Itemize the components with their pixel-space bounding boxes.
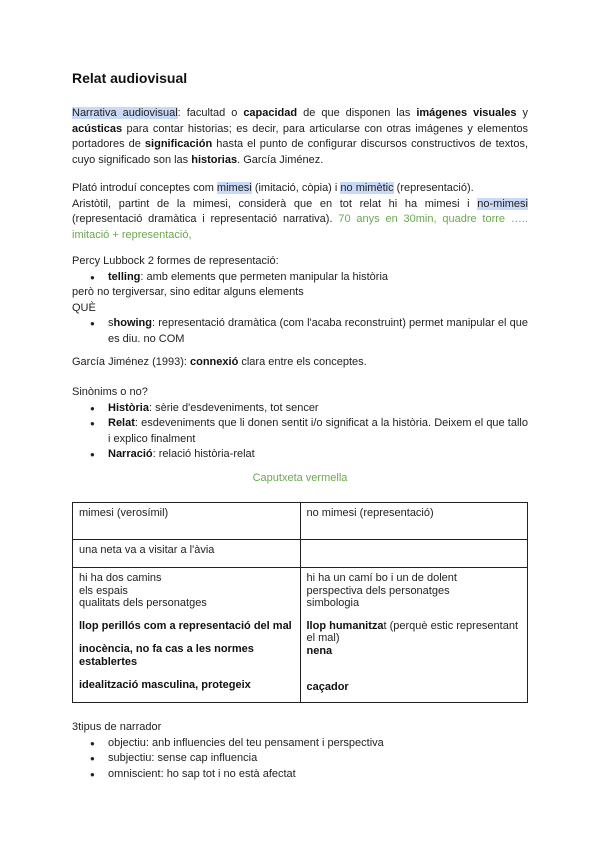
table-cell <box>300 540 528 568</box>
text: García Jiménez (1993): <box>72 356 190 368</box>
bold-term: acústicas <box>72 122 123 135</box>
bold-term: capacidad <box>243 107 298 119</box>
list-item: ● omniscient: ho sap tot i no està afectat <box>72 767 528 783</box>
definition-paragraph <box>72 106 528 168</box>
cell-group <box>307 572 522 610</box>
text: de que disponen las <box>297 107 417 119</box>
table-row <box>73 503 528 540</box>
narrator-list <box>72 736 528 783</box>
cell-group <box>307 620 522 645</box>
text: Plató introduí conceptes com <box>72 182 217 194</box>
table-cell: mimesi (verosímil) <box>73 503 301 540</box>
text: (representació). <box>393 182 474 194</box>
highlight-term: Narrativa audiovisual <box>72 107 178 119</box>
lubbock-intro: Percy Lubbock 2 formes de representació: <box>72 255 279 267</box>
lubbock-list-2 <box>72 316 528 347</box>
green-note: 70 anys en 30min, quadre torre ….. imitació + representació, <box>72 213 528 241</box>
text: t (perquè estic representant el mal) <box>306 619 519 644</box>
narrator-section <box>72 720 528 782</box>
text: : facultad o <box>177 107 244 119</box>
bold-term: howing <box>113 317 152 329</box>
bold-term: inocència, no fa cas a les normes establertes <box>79 643 254 668</box>
text: Aristòtil, partint de la mimesi, considerà que en tot relat hi ha mimesi i <box>72 197 478 210</box>
bold-term: Narració <box>108 448 153 460</box>
text: para contar historias; es decir, para articularse con otras imágenes y elementos portadores de <box>72 122 528 150</box>
table-cell <box>300 568 528 703</box>
bold-term: Història <box>108 401 149 414</box>
cell-group <box>79 572 294 610</box>
list-item <box>72 401 528 417</box>
bold-term: llop humanitza <box>306 619 384 632</box>
bold-term: nena <box>306 644 333 657</box>
table-row <box>73 540 528 568</box>
lubbock-list-1 <box>72 270 528 286</box>
cell-group <box>79 643 294 668</box>
garcia-line <box>72 355 528 371</box>
text: (representació dramàtica i representació narrativa). <box>72 213 339 225</box>
text: clara entre els conceptes. <box>238 356 367 368</box>
highlight-term: no mimètic <box>340 182 394 194</box>
text-line: QUÈ <box>72 301 96 314</box>
bold-term: telling <box>108 270 141 283</box>
text: y <box>516 107 528 119</box>
cell-group <box>79 620 294 633</box>
cell-group <box>307 681 522 694</box>
text: s <box>108 317 114 329</box>
bold-term: significación <box>144 138 213 150</box>
list-item <box>72 316 528 347</box>
highlight-term: mimesi <box>216 182 252 194</box>
table-caption: Caputxeta vermella <box>252 472 348 484</box>
text: : representació dramàtica (com l'acaba reconstruint) permet manipular el que es diu. no COM <box>108 317 528 345</box>
highlight-term: no-mimesi <box>477 197 528 210</box>
aristotle-paragraph <box>72 197 528 244</box>
list-item: ● subjectiu: sense cap influencia <box>72 751 528 767</box>
text: (imitació, còpia) i <box>251 182 341 194</box>
list-item <box>72 416 528 447</box>
cell-group <box>79 679 294 692</box>
text: hasta el punto de configurar discursos constructivos de textos, cuyo significado son las <box>72 138 528 166</box>
table-cell <box>73 568 301 703</box>
cell-group <box>307 645 522 658</box>
text: : sèrie d'esdeveniments, tot sencer <box>148 401 319 414</box>
text: . García Jiménez. <box>237 153 324 166</box>
bold-term: idealització masculina, protegeix <box>79 679 251 691</box>
synonyms-section <box>72 385 528 463</box>
text-line: qualitats dels personatges <box>79 597 207 609</box>
table-row <box>73 568 528 703</box>
bold-term: Relat <box>108 417 135 429</box>
text-line: simbologia <box>306 597 360 609</box>
synonyms-list <box>72 401 528 463</box>
list-item <box>72 447 528 463</box>
bold-term: connexió <box>190 356 239 368</box>
text-line: perspectiva dels personatges <box>306 584 450 597</box>
table-cell: no mimesi (representació) <box>300 503 528 540</box>
text-line: els espais <box>79 584 128 597</box>
synonyms-question: Sinònims o no? <box>72 386 148 398</box>
page-title: Relat audiovisual <box>72 70 188 86</box>
bold-term: llop perillós com a representació del mal <box>79 619 292 632</box>
lubbock-section <box>72 254 528 347</box>
bold-term: imágenes visuales <box>416 107 517 119</box>
bold-term: historias <box>191 153 238 166</box>
plato-line <box>72 181 528 197</box>
text: : relació història-relat <box>152 448 255 460</box>
text-line: hi ha dos camins <box>79 572 162 584</box>
text: : amb elements que permeten manipular la història <box>140 270 389 283</box>
narrator-intro: 3tipus de narrador <box>72 721 162 733</box>
list-item <box>72 270 528 286</box>
table-cell: una neta va a visitar a l'àvia <box>73 540 301 568</box>
comparison-table <box>72 502 528 703</box>
text-line: hi ha un camí bo i un de dolent <box>306 572 457 584</box>
bold-term: caçador <box>306 681 349 693</box>
text-line: però no tergiversar, sino editar alguns elements <box>72 286 304 298</box>
list-item: ● objectiu: anb influencies del teu pensament i perspectiva <box>72 736 528 752</box>
text: : esdeveniments que li donen sentit i/o significat a la història. Deixem el que tallo i explico finalment <box>108 417 528 445</box>
mimesi-section <box>72 181 528 243</box>
